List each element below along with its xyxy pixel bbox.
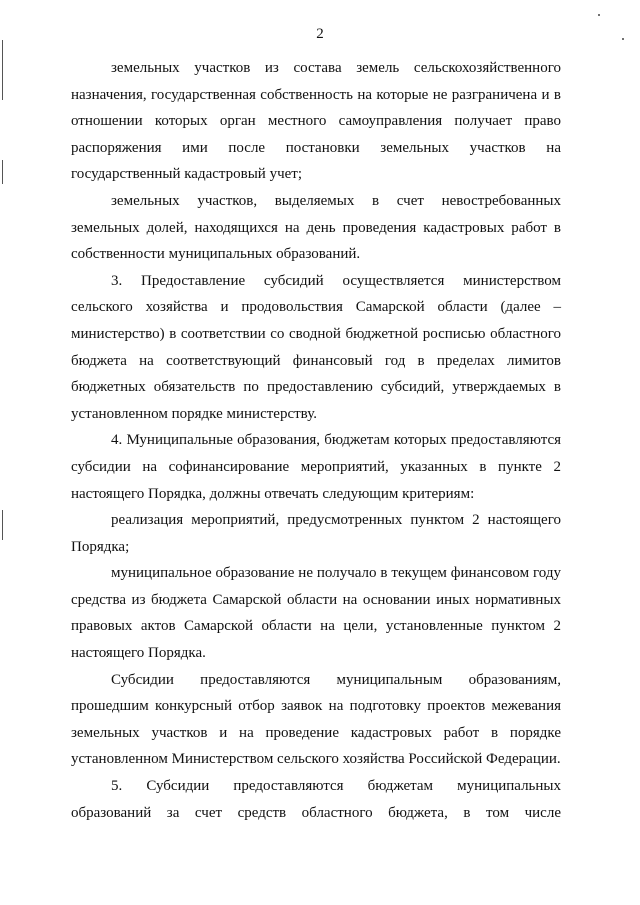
paragraph-criterion-1: реализация мероприятий, предусмотренных пунктом 2 настоящего Порядка;	[71, 512, 561, 555]
paragraph-item-3: 3. Предоставление субсидий осуществляется министерством сельского хозяйства и продовольствия Самарской области (далее – министерство) в соответствии со сводной бюджетной росписью областного бюджета на соответствующий финансовый год в пределах лимитов бюджетных обязательств по предоставлению субсидий, утверждаемых в установленном порядке министерству.	[71, 272, 561, 422]
paragraph-land-plots-unallocated: земельных участков из состава земель сельскохозяйственного назначения, государственная собственность на которые не разграничена и в отношении которых орган местного самоуправления получает право распоряжения ими после постановки земельных участков на государственный кадастровый учет;	[71, 60, 561, 183]
paragraph-subsidies-selection: Субсидии предоставляются муниципальным образованиям, прошедшим конкурсный отбор заявок на подготовку проектов межевания земельных участков и на проведение кадастровых работ в порядке установленном Министерством сельского хозяйства Российской Федерации.	[71, 671, 561, 768]
paragraph-item-4: 4. Муниципальные образования, бюджетам которых предоставляются субсидии на софинансирование мероприятий, указанных в пункте 2 настоящего Порядка, должны отвечать следующим критериям:	[71, 432, 561, 502]
paragraph-item-5: 5. Субсидии предоставляются бюджетам муниципальных образований за счет средств областного бюджета, в том числе	[71, 778, 561, 821]
scan-speck	[598, 14, 600, 16]
scan-edge-mark-bottom	[2, 510, 3, 540]
paragraph-land-plots-unclaimed-shares: земельных участков, выделяемых в счет невостребованных земельных долей, находящихся на день проведения кадастровых работ в собственности муниципальных образований.	[71, 192, 561, 263]
document-body	[71, 55, 561, 826]
scan-speck	[622, 38, 624, 40]
page-number: 2	[316, 26, 324, 42]
paragraph-criterion-2: муниципальное образование не получало в текущем финансовом году средства из бюджета Самарской области на основании иных нормативных правовых актов Самарской области на цели, установленные пунктом 2 настоящего Порядка.	[71, 565, 561, 662]
scan-edge-mark-middle	[2, 160, 3, 184]
scan-edge-mark-top	[2, 40, 3, 100]
